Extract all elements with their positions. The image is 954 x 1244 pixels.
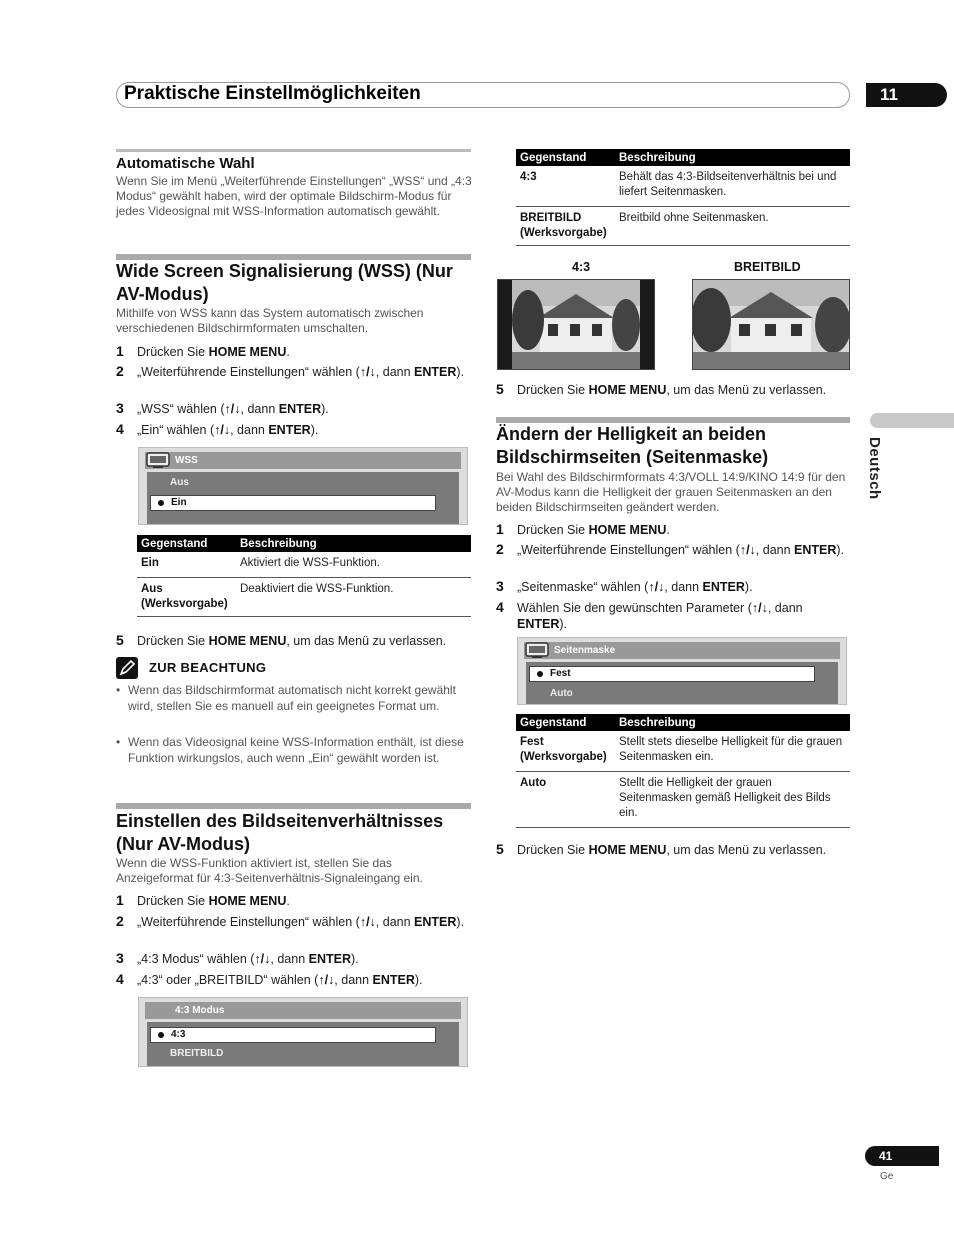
up-down-arrow-icon: ↑/↓ (359, 915, 376, 929)
step-number: 2 (116, 363, 124, 379)
wss-step-1: 1 Drücken Sie HOME MENU. (116, 343, 290, 359)
page-header-title: Praktische Einstellmöglichkeiten (124, 83, 421, 104)
wss-step-4: 4 „Ein“ wählen (↑/↓, dann ENTER). (116, 421, 319, 437)
table-row: BREITBILD (Werksvorgabe) Breitbild ohne Seitenmasken. (516, 207, 850, 246)
screen-43-image (497, 279, 655, 370)
aspect-table (516, 149, 850, 246)
step-number: 1 (116, 892, 124, 908)
wss-intro: Mithilfe von WSS kann das System automatisch zwischen verschiedenen Bildschirmformaten umschalten. (116, 306, 424, 335)
step-number: 3 (116, 400, 124, 416)
table-row: Ein Aktiviert die WSS-Funktion. (137, 552, 471, 578)
mask-step-4: 4 Wählen Sie den gewünschten Parameter (↑/↓, dann ENTER). (496, 599, 803, 631)
step-number: 5 (116, 632, 124, 648)
osd-title: WSS (145, 452, 461, 469)
language-label: Deutsch (866, 437, 883, 500)
mask-heading: Ändern der Helligkeit an beiden Bildschirmseiten (Seitenmaske) (496, 424, 769, 467)
osd-option-breitbild[interactable]: BREITBILD (170, 1048, 224, 1059)
table-row: 4:3 Behält das 4:3-Bildseitenverhältnis bei und liefert Seitenmasken. (516, 166, 850, 207)
step-number: 5 (496, 381, 504, 397)
aspect-step-4: 4 „4:3“ oder „BREITBILD“ wählen (↑/↓, dann ENTER). (116, 971, 423, 987)
up-down-arrow-icon: ↑/↓ (751, 601, 768, 615)
up-down-arrow-icon: ↑/↓ (318, 973, 335, 987)
note-pencil-icon (116, 657, 138, 679)
mask-step-5: 5 Drücken Sie HOME MENU, um das Menü zu verlassen. (496, 841, 827, 857)
note-bullet: • Wenn das Videosignal keine WSS-Information enthält, ist diese Funktion wirkungslos, auch wenn „Ein“ gewählt worden ist. (128, 734, 468, 766)
osd-option-fest-selected[interactable]: Fest (529, 666, 815, 682)
table-header: Beschreibung (615, 714, 850, 731)
aspect-heading: Einstellen des Bildseitenverhältnisses (Nur AV-Modus) (116, 811, 444, 854)
tv-menu-icon (145, 451, 173, 469)
step-number: 3 (116, 950, 124, 966)
mask-step-3: 3 „Seitenmaske“ wählen (↑/↓, dann ENTER). (496, 578, 753, 594)
aspect-step-2: 2 „Weiterführende Einstellungen“ wählen (↑/↓, dann ENTER). (116, 913, 465, 929)
table-row: Auto Stellt die Helligkeit der grauen Seitenmasken gemäß Helligkeit des Bilds ein. (516, 772, 850, 828)
osd-wss-menu (138, 447, 468, 525)
image-label-breitbild: BREITBILD (734, 260, 801, 274)
aspect-intro: Wenn die WSS-Funktion aktiviert ist, stellen Sie das Anzeigeformat für 4:3-Seitenverhältnis-Signaleingang ein. (116, 856, 423, 885)
step-number: 2 (116, 913, 124, 929)
page-number: 41 (865, 1146, 939, 1166)
wss-heading: Wide Screen Signalisierung (WSS) (Nur AV-Modus) (116, 261, 453, 304)
up-down-arrow-icon: ↑/↓ (254, 952, 271, 966)
table-header: Gegenstand (516, 149, 615, 166)
osd-seitenmaske-menu (517, 637, 847, 705)
osd-option-auto[interactable]: Auto (550, 688, 573, 699)
step-number: 3 (496, 578, 504, 594)
mask-step-2: 2 „Weiterführende Einstellungen“ wählen (↑/↓, dann ENTER). (496, 541, 845, 557)
step-number: 2 (496, 541, 504, 557)
mask-table (516, 714, 850, 828)
table-header: Gegenstand (137, 535, 236, 552)
osd-option-43-selected[interactable]: 4:3 (150, 1027, 436, 1043)
aspect-step-1: 1 Drücken Sie HOME MENU. (116, 892, 290, 908)
language-tab (870, 413, 954, 428)
up-down-arrow-icon: ↑/↓ (648, 580, 665, 594)
step-number: 4 (496, 599, 504, 615)
table-header: Beschreibung (236, 535, 471, 552)
step-number: 4 (116, 971, 124, 987)
up-down-arrow-icon: ↑/↓ (359, 365, 376, 379)
note-bullet: • Wenn das Bildschirmformat automatisch nicht korrekt gewählt wird, stellen Sie es manuell auf ein geeignetes Format um. (128, 682, 468, 714)
step-number: 1 (496, 521, 504, 537)
table-row: Fest (Werksvorgabe) Stellt stets dieselbe Helligkeit für die grauen Seitenmasken ein. (516, 731, 850, 772)
table-row: Aus (Werksvorgabe) Deaktiviert die WSS-Funktion. (137, 578, 471, 617)
section-rule (116, 803, 471, 809)
osd-title: Seitenmaske (524, 642, 840, 659)
auto-text: Wenn Sie im Menü „Weiterführende Einstellungen“ „WSS“ und „4:3 Modus“ gewählt haben, wird der optimale Bildschirm-Modus für jedes Videosignal mit WSS-Information automatisch gewählt. (116, 174, 472, 218)
wss-step-2: 2 „Weiterführende Einstellungen“ wählen (↑/↓, dann ENTER). (116, 363, 465, 379)
page-language-code: Ge (880, 1171, 894, 1182)
chapter-number: 11 (866, 83, 947, 107)
osd-option-aus[interactable]: Aus (170, 477, 189, 488)
note-title: ZUR BEACHTUNG (149, 660, 267, 675)
table-header: Gegenstand (516, 714, 615, 731)
aspect-step-3: 3 „4:3 Modus“ wählen (↑/↓, dann ENTER). (116, 950, 359, 966)
table-header: Beschreibung (615, 149, 850, 166)
step-number: 4 (116, 421, 124, 437)
mask-intro: Bei Wahl des Bildschirmformats 4:3/VOLL 14:9/KINO 14:9 für den AV-Modus kann die Helligkeit der grauen Seitenmasken an den beiden Bildschirmseiten geändert werden. (496, 470, 846, 514)
mask-step-1: 1 Drücken Sie HOME MENU. (496, 521, 670, 537)
wss-step-5: 5 Drücken Sie HOME MENU, um das Menü zu verlassen. (116, 632, 447, 648)
up-down-arrow-icon: ↑/↓ (214, 423, 231, 437)
step-number: 5 (496, 841, 504, 857)
osd-option-ein-selected[interactable]: Ein (150, 495, 436, 511)
aspect-step-5: 5 Drücken Sie HOME MENU, um das Menü zu verlassen. (496, 381, 827, 397)
screen-breitbild-image (692, 279, 850, 370)
wss-table (137, 535, 471, 617)
up-down-arrow-icon: ↑/↓ (739, 543, 756, 557)
osd-aspect-menu (138, 997, 468, 1067)
auto-heading: Automatische Wahl (116, 155, 255, 172)
tv-menu-icon (524, 641, 552, 659)
up-down-arrow-icon: ↑/↓ (224, 402, 241, 416)
section-rule (116, 149, 471, 152)
step-number: 1 (116, 343, 124, 359)
osd-title: 4:3 Modus (145, 1002, 461, 1019)
image-label-43: 4:3 (572, 260, 591, 274)
wss-step-3: 3 „WSS“ wählen (↑/↓, dann ENTER). (116, 400, 329, 416)
